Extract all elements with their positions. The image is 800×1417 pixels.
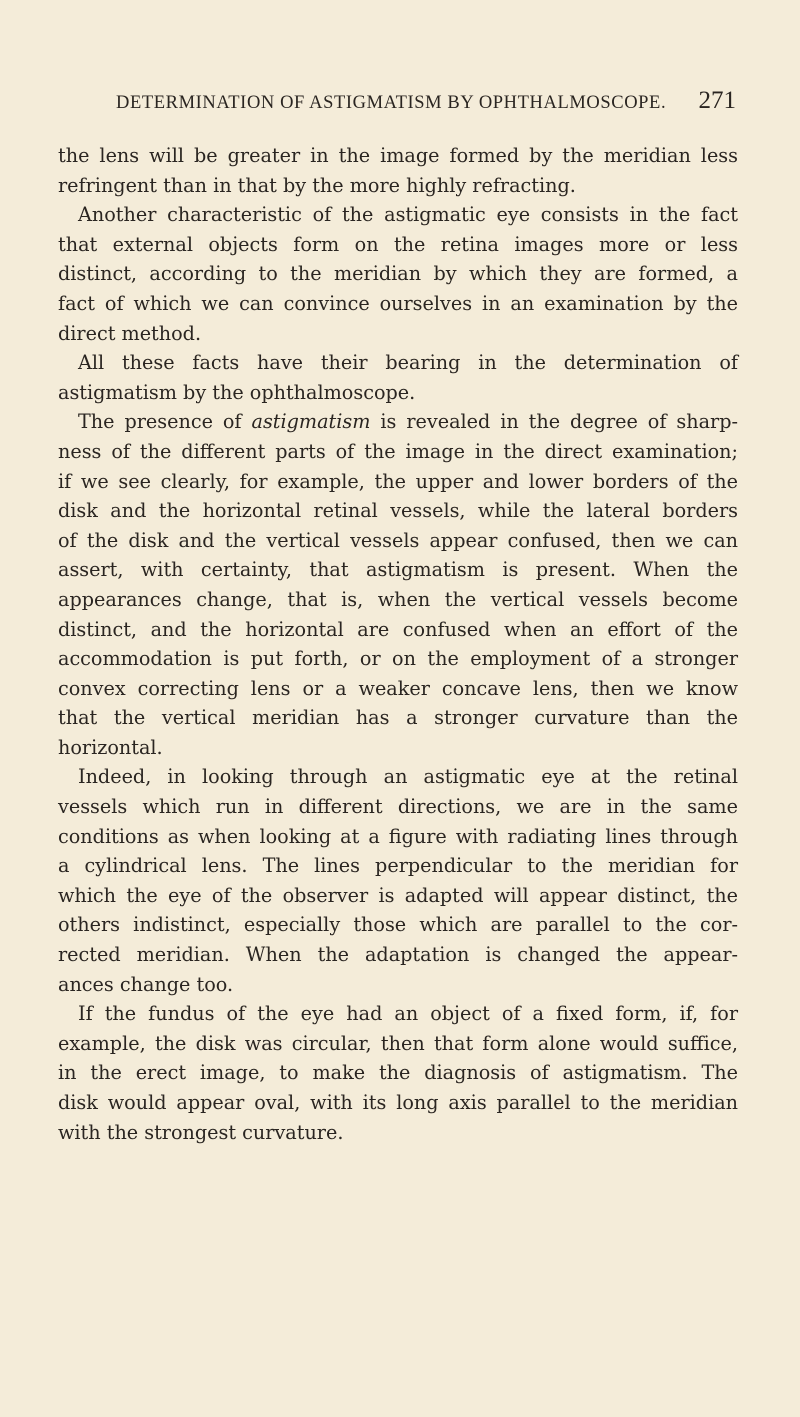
- text-segment: disk and the horizontal retinal vessels, while the lateral borders: [58, 499, 738, 523]
- text-segment: others indistinct, especially those which are parallel to the cor-: [58, 913, 738, 937]
- page-number: 271: [698, 87, 736, 114]
- text-line: [58, 437, 738, 467]
- text-line: [58, 762, 738, 792]
- text-line: [58, 1088, 738, 1118]
- text-segment: refringent than in that by the more highly refracting.: [58, 173, 576, 197]
- running-title: DETERMINATION OF ASTIGMATISM BY OPHTHALMOSCOPE.: [116, 93, 667, 113]
- text-line: [58, 289, 738, 319]
- text-segment: rected meridian. When the adaptation is changed the appear-: [58, 943, 738, 967]
- text-line: [58, 792, 738, 822]
- text-segment: appearances change, that is, when the vertical vessels become: [58, 587, 738, 611]
- text-segment: vessels which run in different directions, we are in the same: [58, 795, 738, 819]
- text-segment: distinct, according to the meridian by which they are formed, a: [58, 262, 738, 286]
- text-segment: if we see clearly, for example, the upper and lower borders of the: [58, 469, 738, 493]
- text-line: [58, 940, 738, 970]
- text-segment: horizontal.: [58, 735, 163, 759]
- text-line: [58, 615, 738, 645]
- text-segment: fact of which we can convince ourselves in an examination by the: [58, 291, 738, 315]
- text-segment: of the disk and the vertical vessels appear confused, then we can: [58, 528, 738, 552]
- text-segment: accommodation is put forth, or on the employment of a stronger: [58, 647, 738, 671]
- text-line: [58, 1029, 738, 1059]
- text-line: [58, 970, 738, 1000]
- text-line: [58, 703, 738, 733]
- text-line: [58, 200, 738, 230]
- text-segment: Another characteristic of the astigmatic eye consists in the fact: [78, 203, 738, 227]
- text-line: [58, 230, 738, 260]
- text-segment: the lens will be greater in the image formed by the meridian less: [58, 144, 738, 167]
- text-segment: that the vertical meridian has a stronger curvature than the: [58, 706, 738, 730]
- text-segment: ances change too.: [58, 972, 234, 996]
- text-segment: which the eye of the observer is adapted will appear distinct, the: [58, 883, 738, 907]
- text-segment: assert, with certainty, that astigmatism is present. When the: [58, 558, 738, 582]
- text-line: [58, 348, 738, 378]
- text-segment: All these facts have their bearing in the determination of: [78, 351, 738, 375]
- running-head: [116, 88, 736, 114]
- text-segment: The presence of: [78, 410, 252, 434]
- text-line: [58, 822, 738, 852]
- text-segment: disk would appear oval, with its long axis parallel to the meridian: [58, 1091, 738, 1114]
- text-line: [58, 1118, 738, 1148]
- text-segment: that external objects form on the retina images more or less: [58, 232, 738, 256]
- text-segment: If the fundus of the eye had an object of a fixed form, if, for: [78, 1002, 738, 1026]
- text-segment: example, the disk was circular, then that form alone would suffice,: [58, 1031, 738, 1055]
- text-segment: conditions as when looking at a figure with radiating lines through: [58, 824, 738, 848]
- text-line: [58, 141, 738, 171]
- body-text: [58, 141, 738, 1147]
- text-segment: Indeed, in looking through an astigmatic eye at the retinal: [78, 765, 738, 789]
- text-segment: in the erect image, to make the diagnosis of astigmatism. The: [58, 1061, 738, 1085]
- italic-term: astigmatism: [251, 410, 371, 434]
- text-line: [58, 999, 738, 1029]
- text-line: [58, 733, 738, 763]
- text-segment: direct method.: [58, 321, 202, 345]
- text-line: [58, 526, 738, 556]
- text-line: [58, 467, 738, 497]
- text-line: [58, 319, 738, 349]
- text-segment: with the strongest curvature.: [58, 1120, 344, 1144]
- text-segment: ness of the different parts of the image in the direct examination;: [58, 439, 738, 463]
- text-line: [58, 881, 738, 911]
- text-line: [58, 585, 738, 615]
- text-line: [58, 674, 738, 704]
- text-segment: distinct, and the horizontal are confused when an effort of the: [58, 617, 738, 641]
- text-line: [58, 259, 738, 289]
- text-line: [58, 851, 738, 881]
- text-line: [58, 555, 738, 585]
- text-line: [58, 407, 738, 437]
- text-segment: convex correcting lens or a weaker concave lens, then we know: [58, 676, 738, 700]
- text-line: [58, 496, 738, 526]
- text-line: [58, 171, 738, 201]
- text-line: [58, 378, 738, 408]
- text-line: [58, 644, 738, 674]
- text-segment: astigmatism by the ophthalmoscope.: [58, 380, 416, 404]
- text-line: [58, 910, 738, 940]
- text-line: [58, 1058, 738, 1088]
- text-segment: is revealed in the degree of sharp-: [370, 410, 738, 434]
- text-segment: a cylindrical lens. The lines perpendicular to the meridian for: [58, 854, 738, 878]
